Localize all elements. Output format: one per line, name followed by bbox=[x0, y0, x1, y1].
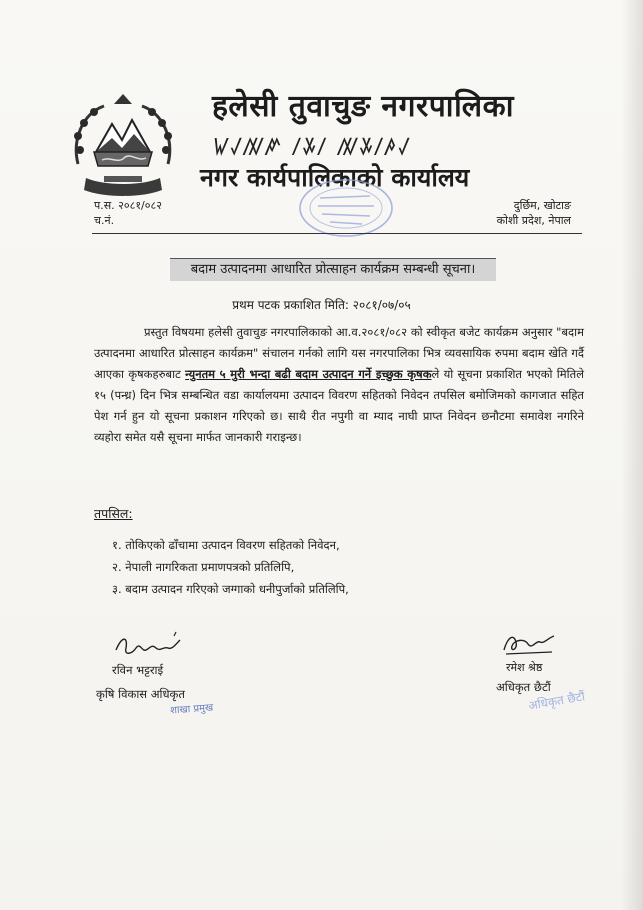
notice-body bbox=[94, 322, 584, 448]
right-signature-scribble bbox=[500, 628, 558, 658]
published-date: प्रथम पटक प्रकाशित मिति: २०८१/०७/०५ bbox=[232, 298, 411, 312]
body-text-part-1: प्रस्तुत विषयमा हलेसी तुवाचुङ नगरपालिकाको आ.व.२०८१/०८२ को स्वीकृत बजेट कार्यक्रम अनुसार "बदाम उत्पादनमा आधारित प्रोत्साहन कार्यक्रम" संचालन गर्नको लागि यस नगरपालिका भित्र व्यवसायिक रुपमा बदाम खेति गर्दै आएका कृषकहरुबाट bbox=[94, 325, 584, 381]
header-divider bbox=[92, 233, 582, 234]
left-signatory-stamp: शाखा प्रमुख bbox=[169, 702, 214, 717]
address-line-1: दुर्छिम, खोटाङ bbox=[513, 199, 571, 212]
body-emphasis: न्युनतम ५ मुरी भन्दा बढी बदाम उत्पादन गर्ने इच्छुक कृषक bbox=[185, 367, 432, 381]
dispatch-number: च.नं. bbox=[94, 214, 115, 227]
reference-number: प.स. २०८१/०८२ bbox=[94, 199, 162, 212]
left-signatory-title: कृषि विकास अधिकृत bbox=[96, 687, 185, 701]
municipality-title-native-script: ꤿꤶꤲꤺ ꤷꤸꤷ ꤲꤸꤷꤳꤶ bbox=[212, 133, 411, 161]
tapsil-heading: तपसिल: bbox=[94, 506, 133, 521]
scan-edge-shadow bbox=[621, 0, 643, 910]
municipality-title: हलेसी तुवाचुङ नगरपालिका bbox=[212, 89, 514, 124]
right-signatory-name: रमेश श्रेष्ठ bbox=[506, 661, 543, 674]
right-signatory-title: अधिकृत छैटौं bbox=[496, 680, 551, 694]
nepal-emblem-icon bbox=[64, 90, 182, 202]
address-line-2: कोशी प्रदेश, नेपाल bbox=[496, 214, 571, 227]
left-signature-scribble bbox=[112, 630, 184, 662]
right-signatory-stamp: अधिकृत छैटौं bbox=[527, 689, 586, 713]
left-signatory-name: रविन भट्टराई bbox=[112, 663, 164, 677]
notice-subject: बदाम उत्पादनमा आधारित प्रोत्साहन कार्यक्रम सम्बन्धी सूचना। bbox=[170, 258, 496, 281]
list-item: १. तोकिएको ढाँचामा उत्पादन विवरण सहितको निवेदन, bbox=[112, 538, 340, 552]
body-text-part-2: ले यो सूचना प्रकाशित भएको मितिले १५ (पन्ध्र) दिन भित्र सम्बन्धित वडा कार्यालयमा उत्पादन विवरण सहितको निवेदन तपसिल बमोजिमको कागजात सहित पेश गर्न हुन यो सूचना प्रकाशन गरिएको छ। साथै रीत नपुगी वा म्याद नाघी प्राप्त निवेदन छनौटमा समावेश नगरिने व्यहोरा समेत यसै सूचना मार्फत जानकारी गराइन्छ। bbox=[94, 367, 584, 444]
office-name: नगर कार्यपालिकाको कार्यालय bbox=[200, 163, 470, 192]
required-documents-list bbox=[112, 534, 512, 600]
list-item: ३. बदाम उत्पादन गरिएको जग्गाको धनीपुर्जाको प्रतिलिपि, bbox=[112, 582, 349, 596]
list-item: २. नेपाली नागरिकता प्रमाणपत्रको प्रतिलिपि, bbox=[112, 560, 295, 574]
